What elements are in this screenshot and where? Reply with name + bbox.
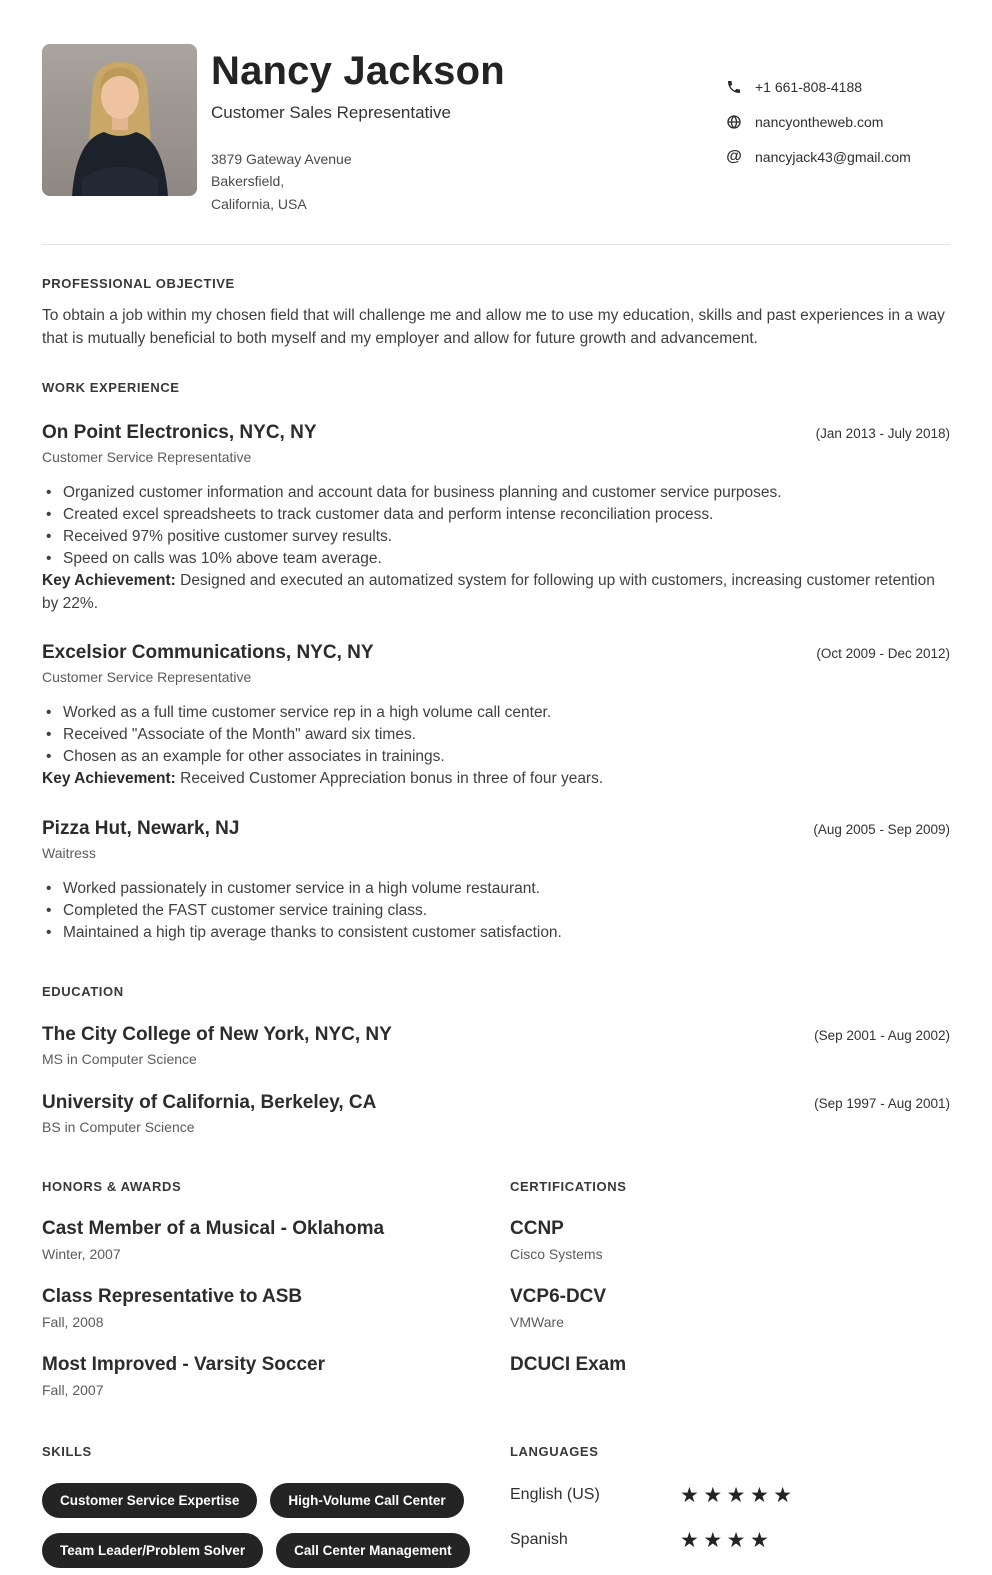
skill-pill: Customer Service Expertise bbox=[42, 1483, 257, 1518]
certification-title: DCUCI Exam bbox=[510, 1353, 627, 1375]
skill-pill: Call Center Management bbox=[276, 1533, 470, 1568]
language-list bbox=[510, 1485, 950, 1551]
job-entry bbox=[42, 422, 950, 615]
certification-entry bbox=[510, 1218, 950, 1262]
section-education bbox=[42, 984, 950, 1135]
globe-icon bbox=[725, 113, 743, 131]
school-degree: MS in Computer Science bbox=[42, 1050, 197, 1067]
certifications-heading: CERTIFICATIONS bbox=[510, 1178, 627, 1194]
certification-title: CCNP bbox=[510, 1217, 564, 1239]
honors-heading: HONORS & AWARDS bbox=[42, 1178, 182, 1194]
education-head bbox=[42, 1092, 950, 1114]
section-work-experience bbox=[42, 380, 950, 944]
certification-title: VCP6-DCV bbox=[510, 1285, 607, 1307]
profile-photo bbox=[42, 44, 197, 196]
job-dates: (Jan 2013 - July 2018) bbox=[815, 426, 950, 442]
contact-block bbox=[725, 44, 950, 183]
profile-photo-illustration bbox=[42, 44, 197, 196]
job-bullet: • Worked passionately in customer service in a high volume restaurant. bbox=[42, 878, 950, 900]
section-languages bbox=[510, 1444, 950, 1575]
language-rating-stars: ★★★★★ bbox=[680, 1483, 797, 1507]
award-date: Fall, 2007 bbox=[42, 1381, 104, 1398]
job-bullet-list bbox=[42, 878, 950, 944]
address-line-1: 3879 Gateway Avenue bbox=[211, 151, 352, 167]
job-key-achievement bbox=[42, 768, 950, 791]
section-skills bbox=[42, 1444, 510, 1575]
language-rating-stars: ★★★★ bbox=[680, 1528, 774, 1552]
contact-email-row[interactable] bbox=[725, 148, 950, 166]
school-name: University of California, Berkeley, CA bbox=[42, 1091, 377, 1113]
job-bullet-list bbox=[42, 702, 950, 768]
contact-website-row[interactable] bbox=[725, 113, 950, 131]
job-bullet: • Maintained a high tip average thanks to consistent customer satisfaction. bbox=[42, 922, 950, 944]
section-professional-objective bbox=[42, 276, 950, 350]
header-main bbox=[211, 44, 725, 215]
job-entry bbox=[42, 642, 950, 791]
languages-heading: LANGUAGES bbox=[510, 1443, 599, 1459]
job-company: On Point Electronics, NYC, NY bbox=[42, 422, 317, 444]
award-title: Class Representative to ASB bbox=[42, 1285, 303, 1307]
skill-pill: Team Leader/Problem Solver bbox=[42, 1533, 263, 1568]
job-bullet-list bbox=[42, 482, 950, 570]
job-key-achievement bbox=[42, 570, 950, 615]
education-head bbox=[42, 1024, 950, 1046]
address-line-2: Bakersfield, bbox=[211, 173, 285, 190]
candidate-title: Customer Sales Representative bbox=[211, 103, 452, 122]
section-certifications bbox=[510, 1179, 950, 1398]
job-bullet: • Organized customer information and account data for business planning and customer service purposes. bbox=[42, 482, 950, 504]
award-entry bbox=[42, 1286, 510, 1330]
job-dates: (Oct 2009 - Dec 2012) bbox=[816, 646, 950, 662]
job-company: Pizza Hut, Newark, NJ bbox=[42, 817, 240, 839]
key-achievement-label: Key Achievement: bbox=[42, 770, 176, 788]
candidate-address bbox=[211, 148, 725, 215]
job-bullet: • Received "Associate of the Month" award six times. bbox=[42, 724, 950, 746]
award-date: Fall, 2008 bbox=[42, 1313, 104, 1330]
education-entry bbox=[42, 1024, 950, 1067]
job-bullet: • Worked as a full time customer service rep in a high volume call center. bbox=[42, 702, 950, 724]
certification-entry bbox=[510, 1286, 950, 1330]
job-company: Excelsior Communications, NYC, NY bbox=[42, 642, 374, 664]
job-dates: (Aug 2005 - Sep 2009) bbox=[813, 821, 950, 837]
at-sign-icon: @ bbox=[726, 148, 742, 165]
job-entry bbox=[42, 818, 950, 944]
school-name: The City College of New York, NYC, NY bbox=[42, 1023, 392, 1045]
honors-certifications-row bbox=[42, 1179, 950, 1398]
award-title: Cast Member of a Musical - Oklahoma bbox=[42, 1217, 385, 1239]
award-title: Most Improved - Varsity Soccer bbox=[42, 1353, 325, 1375]
key-achievement-text: Received Customer Appreciation bonus in three of four years. bbox=[175, 770, 604, 788]
job-role: Customer Service Representative bbox=[42, 669, 252, 686]
work-heading: WORK EXPERIENCE bbox=[42, 380, 180, 396]
school-dates: (Sep 2001 - Aug 2002) bbox=[814, 1027, 950, 1043]
address-line-3: California, USA bbox=[211, 195, 307, 212]
skill-pill-list bbox=[42, 1483, 482, 1568]
job-bullet: • Completed the FAST customer service training class. bbox=[42, 900, 950, 922]
job-head bbox=[42, 818, 950, 840]
phone-icon bbox=[725, 78, 743, 96]
header-divider bbox=[42, 244, 950, 245]
award-entry bbox=[42, 1218, 510, 1262]
section-honors-awards bbox=[42, 1179, 510, 1398]
key-achievement-label: Key Achievement: bbox=[42, 572, 176, 590]
skill-pill: High-Volume Call Center bbox=[270, 1483, 463, 1518]
job-bullet: • Received 97% positive customer survey results. bbox=[42, 526, 950, 548]
candidate-name: Nancy Jackson bbox=[211, 49, 505, 93]
key-achievement-text: Designed and executed an automatized system for following up with customers, increasing customer retention by 22%. bbox=[42, 572, 935, 612]
phone-number: +1 661-808-4188 bbox=[755, 79, 863, 95]
education-entry bbox=[42, 1092, 950, 1135]
header bbox=[42, 44, 950, 215]
skills-heading: SKILLS bbox=[42, 1443, 92, 1459]
email-link[interactable]: nancyjack43@gmail.com bbox=[755, 149, 911, 165]
job-bullet: • Created excel spreadsheets to track customer data and perform intense reconciliation process. bbox=[42, 504, 950, 526]
language-entry bbox=[510, 1485, 950, 1506]
job-bullet: • Speed on calls was 10% above team average. bbox=[42, 548, 950, 570]
job-head bbox=[42, 642, 950, 664]
education-heading: EDUCATION bbox=[42, 983, 124, 999]
school-dates: (Sep 1997 - Aug 2001) bbox=[814, 1095, 950, 1111]
website-link[interactable]: nancyontheweb.com bbox=[755, 114, 884, 130]
award-entry bbox=[42, 1354, 510, 1398]
school-degree: BS in Computer Science bbox=[42, 1118, 195, 1135]
job-role: Customer Service Representative bbox=[42, 449, 252, 466]
language-entry bbox=[510, 1530, 950, 1551]
objective-heading: PROFESSIONAL OBJECTIVE bbox=[42, 276, 235, 292]
skills-languages-row bbox=[42, 1444, 950, 1575]
job-role: Waitress bbox=[42, 844, 96, 861]
job-head bbox=[42, 422, 950, 444]
certification-issuer: VMWare bbox=[510, 1313, 564, 1330]
contact-phone-row bbox=[725, 78, 950, 96]
language-name: English (US) bbox=[510, 1486, 600, 1504]
job-bullet: • Chosen as an example for other associates in trainings. bbox=[42, 746, 950, 768]
language-name: Spanish bbox=[510, 1531, 568, 1549]
award-date: Winter, 2007 bbox=[42, 1245, 121, 1262]
certification-entry bbox=[510, 1354, 950, 1376]
certification-issuer: Cisco Systems bbox=[510, 1245, 603, 1262]
objective-text: To obtain a job within my chosen field that will challenge me and allow me to use my education, skills and past experiences in a way that is mutually beneficial to both myself and my employer and allow for future growth and advancement. bbox=[42, 307, 945, 347]
